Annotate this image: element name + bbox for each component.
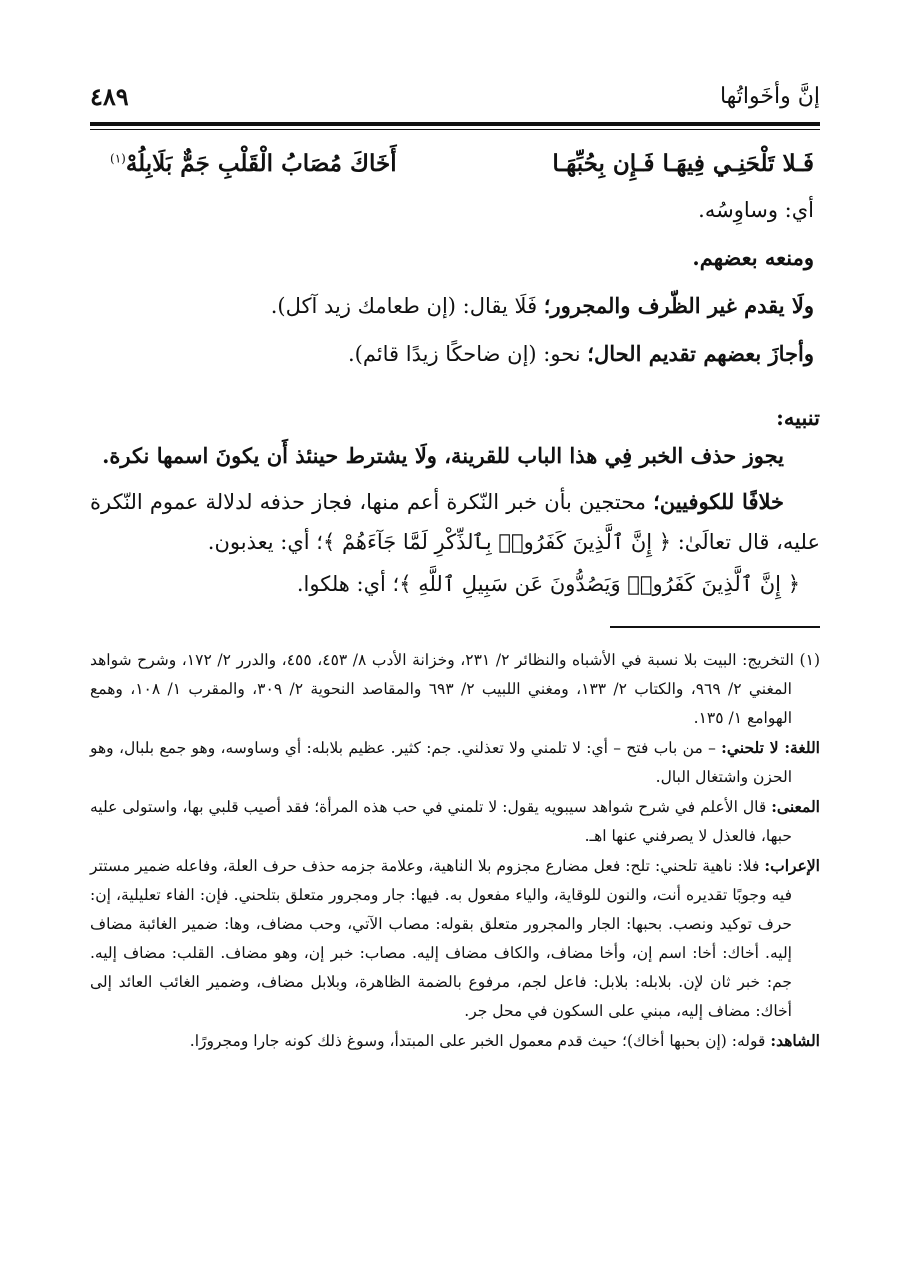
verse-first-hemistich: فَـلا تَلْحَنِـي فِيهَـا فَـإِن بِحُبِّهَـا (552, 150, 814, 177)
poetry-verse (90, 150, 820, 177)
prohibit-line: ومنعه بعضهم. (692, 245, 814, 270)
verse-second-hemistich (110, 150, 397, 177)
footnote-mana (90, 792, 820, 851)
chapter-title: إنَّ وأخَواتُها (719, 84, 820, 109)
main-text (90, 150, 820, 604)
running-header (90, 80, 820, 120)
note-heading: تنبيه: (776, 405, 820, 430)
footnote-shahid (90, 1026, 820, 1056)
verse-second-text: أَخَاكَ مُصَابُ الْقَلْبِ جَمٌّ بَلَابِلُهْ (125, 150, 397, 177)
takhrij-label: (١) التخريج: (742, 651, 820, 669)
header-rule-thin (90, 129, 820, 130)
note-paragraph-2 (90, 482, 820, 562)
takhrij-text: البيت بلا نسبة في الأشباه والنظائر ٢/ ٢٣١، وخزانة الأدب ٨/ ٤٥٣، ٤٥٥، والدرر ٢/ ١٧٢، وشرح شواهد المغني ٢/ ٩٦٩، والكتاب ٢/ ١٣٣، ومغني اللبيب ٢/ ٦٩٣ والمقاصد النحوية ٢/ ٣٠٩، والمقرب ١/ ١٠٨، وهمع الهوامع ١/ ١٣٥. (90, 651, 792, 727)
lugha-text: – من باب فتح – أي: لا تلمني ولا تعذلني. جم: كثير. عظيم بلابله: أي وساوسه، وهو جمع بلبال، وهو الحزن واشتغال البال. (90, 739, 792, 786)
footnote-marker[interactable]: (١) (110, 151, 126, 166)
mana-label: المعنى: (771, 797, 820, 816)
footnotes (90, 646, 820, 1056)
zarf-line (90, 287, 820, 325)
irab-text: فلا: ناهية تلحني: تلح: فعل مضارع مجزوم بلا الناهية، وعلامة جزمه حذف حرف العلة، وفاعله ضمير مستتر فيه وجوبًا تقديره أنت، والنون للوقاية، والياء مفعول به. فيها: جار ومجرور متعلق بتلحني. فإن: الفاء تعليلية، إن: حرف توكيد ونصب. بحبها: الجار والمجرور متعلق بقوله: مصاب الآتي، وحب مضاف، وها: ضمير الغائبة مضاف إليه. أخاك: أخا: اسم إن، وأخا مضاف، والكاف مضاف إليه. مصاب: خبر إن، وهو مضاف. القلب: مضاف إليه. جم: خبر ثان لإن. بلابله: بلابل: فاعل لجم، مرفوع بالضمة الظاهرة، وبلابل مضاف، وضمير الغائب العائد إلى أخاك: مضاف إليه، مبني على السكون في محل جر. (90, 857, 792, 1020)
footnote-irab (90, 851, 820, 1026)
mana-text: قال الأعلم في شرح شواهد سيبويه يقول: لا تلمني في حب هذه المرأة؛ فقد أصيب قلبي بها، واستولى عليه حبها، فالعذل لا يصرفني عنها اهـ. (90, 798, 792, 845)
note-paragraph-1: يجوز حذف الخبر فِي هذا الباب للقرينة، ولَا يشترط حينئذ أَن يكونَ اسمها نكرة. (102, 443, 784, 468)
irab-label: الإعراب: (764, 856, 820, 875)
hal-rest: نحو: (إن ضاحكًا زيدًا قائم). (347, 342, 588, 366)
shahid-text: قوله: (إن بحبها أخاك)؛ حيث قدم معمول الخبر على المبتدأ، وسوغ ذلك كونه جارا ومجرورًا. (189, 1032, 771, 1050)
quran-verse-line: ﴿ إِنَّ ٱلَّذِينَ كَفَرُوا۟ وَيَصُدُّونَ عَن سَبِيلِ ٱللَّهِ ﴾؛ أي: هلكوا. (296, 572, 800, 596)
footnote-separator (610, 626, 820, 628)
hal-line (90, 335, 820, 373)
note-paragraph-2-rest: محتجين بأن خبر النّكرة أعم منها، فجاز حذفه لدلالة عموم النّكرة عليه، قال تعالَىٰ: ﴿ إِنَّ ٱلَّذِينَ كَفَرُوا۟ بِٱلذِّكْرِ لَمَّا جَآءَهُمْ ﴾؛ أي: يعذبون. (90, 490, 820, 554)
footnote-takhrij (90, 646, 820, 733)
zarf-rest: فَلَا يقال: (إن طعامك زيد آكل). (270, 294, 544, 318)
hal-bold: وأجازَ بعضهم تقديم الحال؛ (587, 341, 814, 366)
zarf-bold: ولَا يقدم غير الظّرف والمجرور؛ (543, 293, 814, 318)
shahid-label: الشاهد: (770, 1031, 820, 1050)
kufiyin-bold: خلافًا للكوفيين؛ (653, 489, 784, 514)
page (90, 80, 820, 1056)
gloss-line: أي: وساوِسُه. (698, 198, 814, 222)
lugha-label: اللغة: لا تلحني: (721, 738, 820, 757)
footnote-lugha (90, 733, 820, 792)
page-number: ٤٨٩ (90, 82, 129, 111)
header-rule-thick (90, 122, 820, 126)
